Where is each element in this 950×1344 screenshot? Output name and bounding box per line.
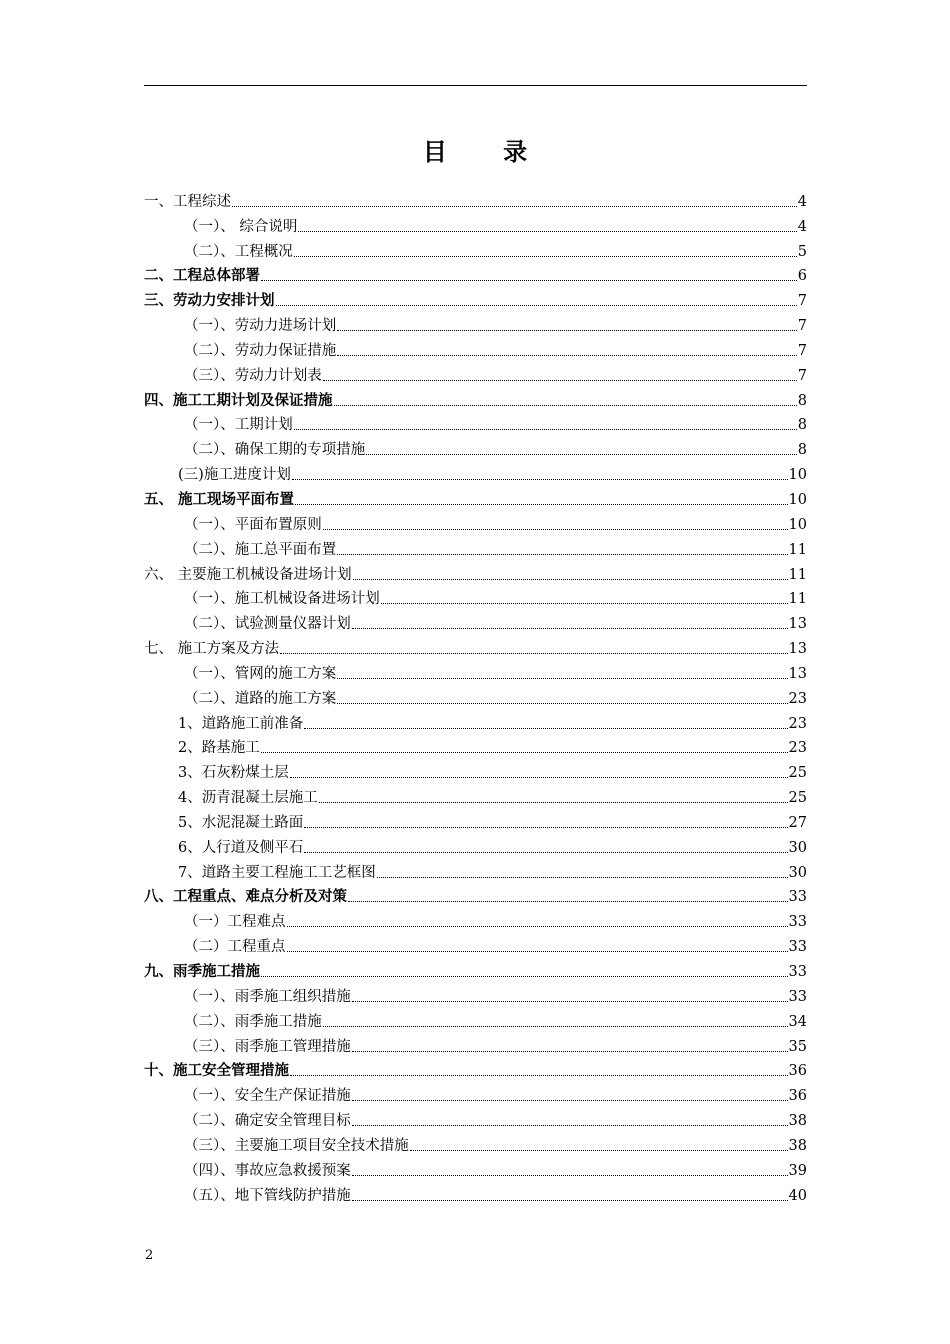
- toc-entry-label: 四、施工工期计划及保证措施: [144, 391, 333, 409]
- toc-entry-label: （二）、工程概况: [184, 243, 293, 260]
- toc-entry[interactable]: [144, 211, 807, 236]
- toc-leader-dots: [294, 429, 797, 430]
- toc-entry-page: 5: [797, 243, 807, 260]
- toc-leader-dots: [337, 355, 797, 356]
- toc-entry-label: 5、水泥混凝土路面: [178, 814, 304, 831]
- toc-leader-dots: [352, 1100, 788, 1101]
- toc-entry-page: 10: [788, 467, 807, 484]
- toc-entry-page: 6: [797, 268, 807, 285]
- toc-leader-dots: [298, 231, 796, 232]
- toc-leader-dots: [348, 901, 788, 902]
- toc-leader-dots: [377, 877, 788, 878]
- toc-entry[interactable]: [144, 410, 807, 435]
- toc-entry-label: (三)施工进度计划: [178, 467, 291, 484]
- toc-entry-label: （三）、劳动力计划表: [184, 367, 322, 384]
- toc-entry-page: 13: [788, 665, 807, 682]
- toc-entry[interactable]: [144, 385, 807, 410]
- toc-leader-dots: [276, 305, 797, 306]
- toc-entry[interactable]: [144, 683, 807, 708]
- toc-entry-page: 8: [797, 442, 807, 459]
- toc-entry[interactable]: [144, 608, 807, 633]
- toc-entry-label: （二）、试验测量仪器计划: [184, 616, 351, 633]
- toc-entry-label: 6、人行道及侧平石: [178, 839, 304, 856]
- toc-entry[interactable]: [144, 1180, 807, 1205]
- toc-entry-page: 11: [788, 541, 807, 558]
- toc-entry[interactable]: [144, 708, 807, 733]
- toc-leader-dots: [290, 777, 788, 778]
- toc-entry[interactable]: [144, 484, 807, 509]
- toc-entry-label: （二）、雨季施工措施: [184, 1013, 322, 1030]
- toc-entry-page: 35: [788, 1038, 807, 1055]
- toc-leader-dots: [319, 802, 788, 803]
- toc-leader-dots: [352, 1051, 788, 1052]
- toc-entry-label: 3、石灰粉煤土层: [178, 765, 289, 782]
- toc-entry-label: 九、雨季施工措施: [144, 963, 260, 980]
- toc-leader-dots: [323, 380, 797, 381]
- toc-entry[interactable]: [144, 1031, 807, 1056]
- table-of-contents: [144, 186, 807, 1205]
- toc-entry-page: 23: [788, 690, 807, 707]
- toc-leader-dots: [287, 926, 788, 927]
- toc-entry[interactable]: [144, 434, 807, 459]
- header-rule: [144, 85, 807, 86]
- toc-entry[interactable]: [144, 584, 807, 609]
- toc-entry-page: 30: [788, 839, 807, 856]
- toc-entry-label: （二）工程重点: [184, 939, 286, 956]
- toc-leader-dots: [292, 479, 788, 480]
- toc-entry-page: 7: [797, 293, 807, 310]
- toc-entry[interactable]: [144, 981, 807, 1006]
- toc-entry-page: 13: [788, 616, 807, 633]
- toc-entry-label: （一）、 综合说明: [184, 218, 298, 235]
- toc-entry-label: （一）、施工机械设备进场计划: [184, 591, 380, 608]
- toc-entry[interactable]: [144, 335, 807, 360]
- toc-leader-dots: [287, 951, 788, 952]
- toc-leader-dots: [304, 852, 787, 853]
- toc-entry-page: 36: [788, 1088, 807, 1105]
- toc-entry[interactable]: [144, 459, 807, 484]
- toc-entry-page: 34: [788, 1013, 807, 1030]
- toc-leader-dots: [304, 728, 787, 729]
- toc-entry[interactable]: [144, 1130, 807, 1155]
- toc-entry-label: 十、施工安全管理措施: [144, 1062, 289, 1080]
- toc-entry-page: 33: [788, 889, 807, 906]
- toc-entry-label: 六、 主要施工机械设备进场计划: [144, 566, 352, 583]
- toc-entry-label: 三、劳动力安排计划: [144, 292, 275, 310]
- toc-entry-label: 七、 施工方案及方法: [144, 641, 280, 658]
- toc-leader-dots: [294, 256, 797, 257]
- toc-entry-label: （五）、地下管线防护措施: [184, 1187, 351, 1204]
- toc-entry[interactable]: [144, 1006, 807, 1031]
- toc-leader-dots: [352, 628, 788, 629]
- toc-entry-page: 33: [788, 988, 807, 1005]
- toc-entry-page: 33: [788, 914, 807, 931]
- toc-leader-dots: [232, 206, 797, 207]
- toc-entry[interactable]: [144, 236, 807, 261]
- toc-entry-label: 五、 施工现场平面布置: [144, 490, 295, 508]
- toc-entry[interactable]: [144, 1056, 807, 1081]
- toc-entry-page: 4: [797, 193, 807, 210]
- toc-entry[interactable]: [144, 285, 807, 310]
- toc-entry[interactable]: [144, 733, 807, 758]
- toc-entry[interactable]: [144, 931, 807, 956]
- toc-entry-label: （四）、事故应急救援预案: [184, 1162, 351, 1179]
- toc-entry-label: （二）、道路的施工方案: [184, 690, 337, 707]
- toc-entry-label: （一）、工期计划: [184, 417, 293, 434]
- toc-entry-page: 25: [788, 790, 807, 807]
- toc-entry-label: （一）、雨季施工组织措施: [184, 988, 351, 1005]
- toc-entry-label: （一）、平面布置原则: [184, 516, 322, 533]
- toc-entry[interactable]: [144, 509, 807, 534]
- toc-entry[interactable]: [144, 757, 807, 782]
- toc-entry-label: （二）、确保工期的专项措施: [184, 442, 366, 459]
- toc-leader-dots: [337, 554, 787, 555]
- toc-entry-page: 8: [797, 392, 807, 409]
- toc-entry-page: 11: [788, 566, 807, 583]
- toc-entry-page: 36: [788, 1063, 807, 1080]
- toc-entry[interactable]: [144, 261, 807, 286]
- toc-leader-dots: [337, 678, 787, 679]
- toc-entry[interactable]: [144, 832, 807, 857]
- toc-entry-label: 2、路基施工: [178, 740, 260, 757]
- toc-entry-label: （一）工程难点: [184, 914, 286, 931]
- toc-leader-dots: [337, 330, 797, 331]
- toc-entry-page: 10: [788, 516, 807, 533]
- toc-entry-label: （二）、施工总平面布置: [184, 541, 337, 558]
- toc-entry-label: （三）、主要施工项目安全技术措施: [184, 1137, 409, 1154]
- toc-entry[interactable]: [144, 186, 807, 211]
- toc-entry-label: 二、工程总体部署: [144, 267, 260, 285]
- toc-entry-page: 33: [788, 939, 807, 956]
- toc-entry-page: 27: [788, 814, 807, 831]
- toc-leader-dots: [337, 703, 787, 704]
- toc-entry-page: 38: [788, 1137, 807, 1154]
- toc-leader-dots: [261, 976, 788, 977]
- toc-entry[interactable]: [144, 857, 807, 882]
- toc-entry-label: （一）、劳动力进场计划: [184, 318, 337, 335]
- toc-entry[interactable]: [144, 559, 807, 584]
- toc-entry[interactable]: [144, 1105, 807, 1130]
- page-title: 目 录: [422, 137, 552, 166]
- toc-entry[interactable]: [144, 658, 807, 683]
- toc-entry[interactable]: [144, 956, 807, 981]
- toc-leader-dots: [323, 1026, 788, 1027]
- toc-entry[interactable]: [144, 906, 807, 931]
- toc-entry-page: 39: [788, 1162, 807, 1179]
- toc-entry-page: 7: [797, 342, 807, 359]
- toc-entry-label: （一）、安全生产保证措施: [184, 1088, 351, 1105]
- toc-entry-label: 4、沥青混凝土层施工: [178, 790, 318, 807]
- toc-leader-dots: [304, 827, 787, 828]
- toc-leader-dots: [352, 1001, 788, 1002]
- toc-entry-label: （二）、确定安全管理目标: [184, 1113, 351, 1130]
- toc-entry-page: 33: [788, 964, 807, 980]
- toc-leader-dots: [334, 405, 797, 406]
- page-number: 2: [145, 1248, 154, 1263]
- toc-leader-dots: [261, 752, 788, 753]
- toc-entry-page: 30: [788, 864, 807, 881]
- toc-entry-page: 23: [788, 740, 807, 757]
- toc-entry[interactable]: [144, 1155, 807, 1180]
- toc-entry[interactable]: [144, 534, 807, 559]
- toc-entry-page: 7: [797, 367, 807, 384]
- toc-entry[interactable]: [144, 882, 807, 907]
- toc-entry[interactable]: [144, 633, 807, 658]
- toc-entry-page: 8: [797, 417, 807, 434]
- toc-entry[interactable]: [144, 310, 807, 335]
- toc-entry-label: 一、工程综述: [144, 193, 231, 210]
- toc-leader-dots: [280, 653, 787, 654]
- toc-entry-label: 1、道路施工前准备: [178, 715, 304, 732]
- toc-leader-dots: [295, 504, 787, 505]
- toc-leader-dots: [261, 280, 797, 281]
- toc-entry-page: 10: [788, 491, 807, 508]
- toc-entry-label: 八、工程重点、难点分析及对策: [144, 888, 347, 906]
- toc-entry[interactable]: [144, 360, 807, 385]
- toc-entry-page: 4: [797, 218, 807, 235]
- toc-entry-label: （二）、劳动力保证措施: [184, 342, 337, 359]
- toc-entry-label: （三）、雨季施工管理措施: [184, 1038, 351, 1055]
- toc-entry-page: 7: [797, 318, 807, 335]
- toc-entry-label: （一）、管网的施工方案: [184, 665, 337, 682]
- toc-entry[interactable]: [144, 782, 807, 807]
- toc-entry-page: 38: [788, 1113, 807, 1130]
- toc-leader-dots: [352, 1125, 788, 1126]
- toc-leader-dots: [352, 1175, 788, 1176]
- toc-entry[interactable]: [144, 1080, 807, 1105]
- toc-entry-page: 11: [788, 591, 807, 608]
- toc-leader-dots: [290, 1075, 788, 1076]
- toc-leader-dots: [352, 1200, 788, 1201]
- toc-leader-dots: [366, 454, 797, 455]
- toc-entry-page: 13: [788, 641, 807, 658]
- toc-leader-dots: [323, 529, 788, 530]
- toc-entry-label: 7、道路主要工程施工工艺框图: [178, 864, 376, 881]
- toc-leader-dots: [353, 579, 788, 580]
- toc-leader-dots: [381, 603, 788, 604]
- toc-entry-page: 25: [788, 765, 807, 782]
- toc-entry-page: 23: [788, 715, 807, 732]
- toc-entry[interactable]: [144, 807, 807, 832]
- toc-leader-dots: [410, 1150, 788, 1151]
- toc-entry-page: 40: [788, 1187, 807, 1204]
